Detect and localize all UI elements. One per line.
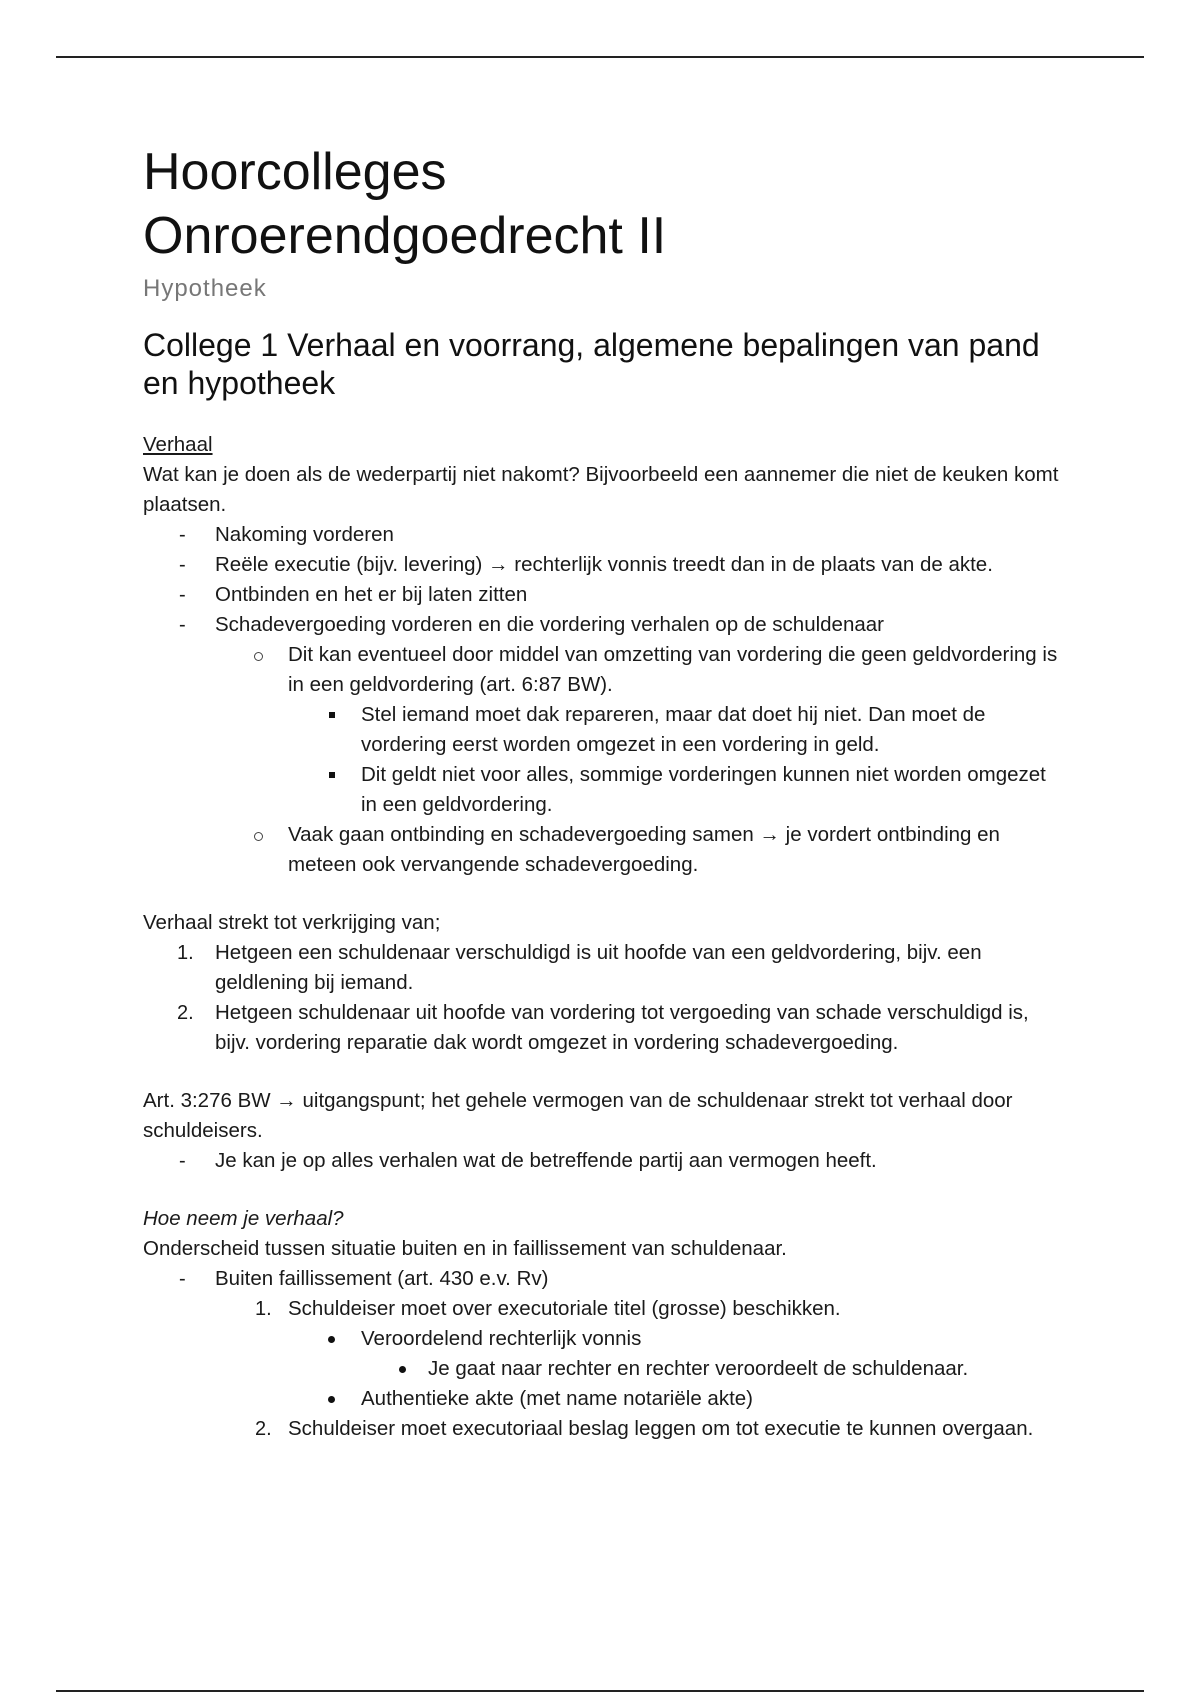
- number-marker: 1.: [177, 942, 194, 964]
- list-item-text: Dit geldt niet voor alles, sommige vorderingen kunnen niet worden omgezet in een geldvordering.: [361, 763, 1046, 816]
- list-item-text: Hetgeen een schuldenaar verschuldigd is uit hoofde van een geldvordering, bijv. een geldlening bij iemand.: [215, 941, 982, 994]
- circle-bullet-icon: [254, 832, 263, 841]
- list-item: [143, 520, 1063, 550]
- spacer: [143, 880, 1063, 908]
- dash-marker: -: [179, 1150, 186, 1172]
- section-heading: College 1 Verhaal en voorrang, algemene bepalingen van pand en hypotheek: [143, 327, 1040, 401]
- list-item-text: Vaak gaan ontbinding en schadevergoeding samen → je vordert ontbinding en meteen ook vervangende schadevergoeding.: [288, 823, 1000, 876]
- list-item: [143, 1384, 1063, 1414]
- document-page: [143, 140, 1063, 1444]
- hoe-question: Hoe neem je verhaal?: [143, 1207, 344, 1230]
- spacer: [143, 1058, 1063, 1086]
- list-item: [143, 550, 1063, 580]
- list-item: [143, 1294, 1063, 1324]
- list-item-text: Reële executie (bijv. levering) → rechterlijk vonnis treedt dan in de plaats van de akte.: [215, 553, 993, 576]
- list-item: [143, 820, 1063, 880]
- circle-bullet-icon: [254, 652, 263, 661]
- list-item-text: Veroordelend rechterlijk vonnis: [361, 1327, 642, 1350]
- dot-bullet-icon: [328, 1396, 335, 1403]
- number-marker: 2.: [255, 1418, 272, 1440]
- dash-marker: -: [179, 614, 186, 636]
- strekt-intro: Verhaal strekt tot verkrijging van;: [143, 911, 441, 934]
- dash-marker: -: [179, 554, 186, 576]
- square-bullet-icon: [329, 712, 335, 718]
- art-text: Art. 3:276 BW → uitgangspunt; het gehele vermogen van de schuldenaar strekt tot verhaal door schuldeisers.: [143, 1089, 1013, 1142]
- list-item-text: Je kan je op alles verhalen wat de betreffende partij aan vermogen heeft.: [215, 1149, 877, 1172]
- dash-marker: -: [179, 584, 186, 606]
- list-item-text: Je gaat naar rechter en rechter veroordeelt de schuldenaar.: [428, 1357, 969, 1380]
- dot-bullet-icon: [399, 1366, 406, 1373]
- hoe-intro: Onderscheid tussen situatie buiten en in faillissement van schuldenaar.: [143, 1237, 787, 1260]
- list-item: [143, 998, 1063, 1058]
- list-item: [143, 1146, 1063, 1176]
- number-marker: 2.: [177, 1002, 194, 1024]
- list-item: [143, 1354, 1063, 1384]
- document-body: [143, 430, 1063, 1444]
- list-item: [143, 760, 1063, 820]
- list-item-text: Schuldeiser moet executoriaal beslag leggen om tot executie te kunnen overgaan.: [288, 1417, 1034, 1440]
- bottom-rule: [56, 1690, 1144, 1692]
- list-item-text: Ontbinden en het er bij laten zitten: [215, 583, 528, 606]
- list-item: [143, 700, 1063, 760]
- list-item-text: Schadevergoeding vorderen en die vordering verhalen op de schuldenaar: [215, 613, 884, 636]
- list-item: [143, 1414, 1063, 1444]
- list-item-text: Dit kan eventueel door middel van omzetting van vordering die geen geldvordering is in een geldvordering (art. 6:87 BW).: [288, 643, 1058, 696]
- spacer: [143, 1176, 1063, 1204]
- list-item: [143, 1264, 1063, 1294]
- list-item: [143, 640, 1063, 700]
- number-marker: 1.: [255, 1298, 272, 1320]
- dash-marker: -: [179, 1268, 186, 1290]
- verhaal-label: Verhaal: [143, 433, 213, 456]
- dash-marker: -: [179, 524, 186, 546]
- square-bullet-icon: [329, 772, 335, 778]
- verhaal-intro: Wat kan je doen als de wederpartij niet nakomt? Bijvoorbeeld een aannemer die niet de keuken komt plaatsen.: [143, 463, 1059, 516]
- title-line-1: Hoorcolleges: [143, 143, 447, 201]
- dot-bullet-icon: [328, 1336, 335, 1343]
- list-item-text: Schuldeiser moet over executoriale titel (grosse) beschikken.: [288, 1297, 841, 1320]
- list-item-text: Authentieke akte (met name notariële akte): [361, 1387, 753, 1410]
- list-item-text: Hetgeen schuldenaar uit hoofde van vordering tot vergoeding van schade verschuldigd is, bijv. vordering reparatie dak wordt omgezet in vordering schadevergoeding.: [215, 1001, 1029, 1054]
- list-item: [143, 1324, 1063, 1354]
- list-item: [143, 580, 1063, 610]
- list-item-text: Nakoming vorderen: [215, 523, 394, 546]
- document-subtitle: Hypotheek: [143, 275, 267, 302]
- title-line-2: Onroerendgoedrecht II: [143, 207, 667, 265]
- top-rule: [56, 56, 1144, 58]
- list-item: [143, 610, 1063, 640]
- document-title: [143, 140, 1063, 268]
- list-item-text: Buiten faillissement (art. 430 e.v. Rv): [215, 1267, 549, 1290]
- list-item-text: Stel iemand moet dak repareren, maar dat doet hij niet. Dan moet de vordering eerst worden omgezet in een vordering in geld.: [361, 703, 986, 756]
- list-item: [143, 938, 1063, 998]
